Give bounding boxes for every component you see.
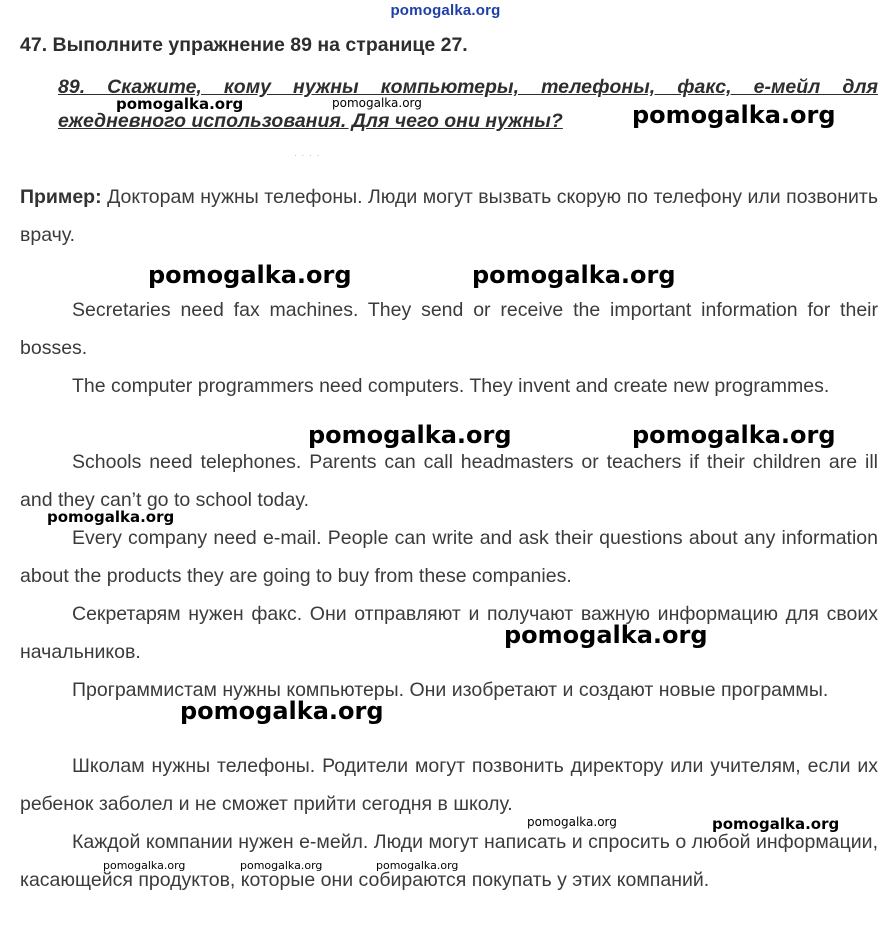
watermark: pomogalka.org (180, 697, 384, 725)
watermark: pomogalka.org (308, 421, 512, 449)
example-label: Пример: (20, 186, 102, 208)
answer-en-1: Secretaries need fax machines. They send or receive the important information for their bosses. (20, 299, 878, 359)
watermark: pomogalka.org (332, 96, 422, 110)
watermark: pomogalka.org (116, 95, 244, 113)
decorative-dots: · · · · (294, 150, 321, 160)
watermark: pomogalka.org (632, 421, 836, 449)
answer-en-3: Schools need telephones. Parents can call headmasters or teachers if their children are ill and they can’t go to school today. (20, 451, 878, 511)
watermark: pomogalka.org (376, 859, 459, 872)
watermark: pomogalka.org (712, 815, 840, 833)
watermark: pomogalka.org (527, 815, 617, 829)
answer-en-2: The computer programmers need computers. They invent and create new programmes. (72, 375, 830, 397)
example-text: Докторам нужны телефоны. Люди могут вызвать скорую по телефону или позвонить врачу. (20, 186, 878, 246)
task-title: 47. Выполните упражнение 89 на странице 27. (20, 34, 468, 56)
watermark: pomogalka.org (103, 859, 186, 872)
exercise-prompt: 89. Скажите, кому нужны компьютеры, телефоны, факс, е-мейл для ежедневного использования. Для чего они нужны? (58, 76, 878, 132)
watermark: pomogalka.org (472, 261, 676, 289)
answer-ru-4: Каждой компании нужен е-мейл. Люди могут написать и спросить о любой информации, касающейся продуктов, которые они собираются покупать у этих компаний. (20, 831, 878, 891)
answer-ru-2: Программистам нужны компьютеры. Они изобретают и создают новые программы. (72, 679, 829, 701)
watermark: pomogalka.org (148, 261, 352, 289)
site-header-mark[interactable]: pomogalka.org (390, 2, 501, 19)
watermark: pomogalka.org (47, 508, 175, 526)
example-paragraph (20, 178, 878, 254)
watermark: pomogalka.org (504, 621, 708, 649)
answer-ru-1: Секретарям нужен факс. Они отправляют и получают важную информацию для своих начальников. (20, 603, 878, 663)
answer-ru-3: Школам нужны телефоны. Родители могут позвонить директору или учителям, если их ребенок заболел и не сможет прийти сегодня в школу. (20, 755, 878, 815)
watermark: pomogalka.org (632, 101, 836, 129)
answer-en-4: Every company need e-mail. People can write and ask their questions about any information about the products they are going to buy from these companies. (20, 527, 878, 587)
watermark: pomogalka.org (240, 859, 323, 872)
